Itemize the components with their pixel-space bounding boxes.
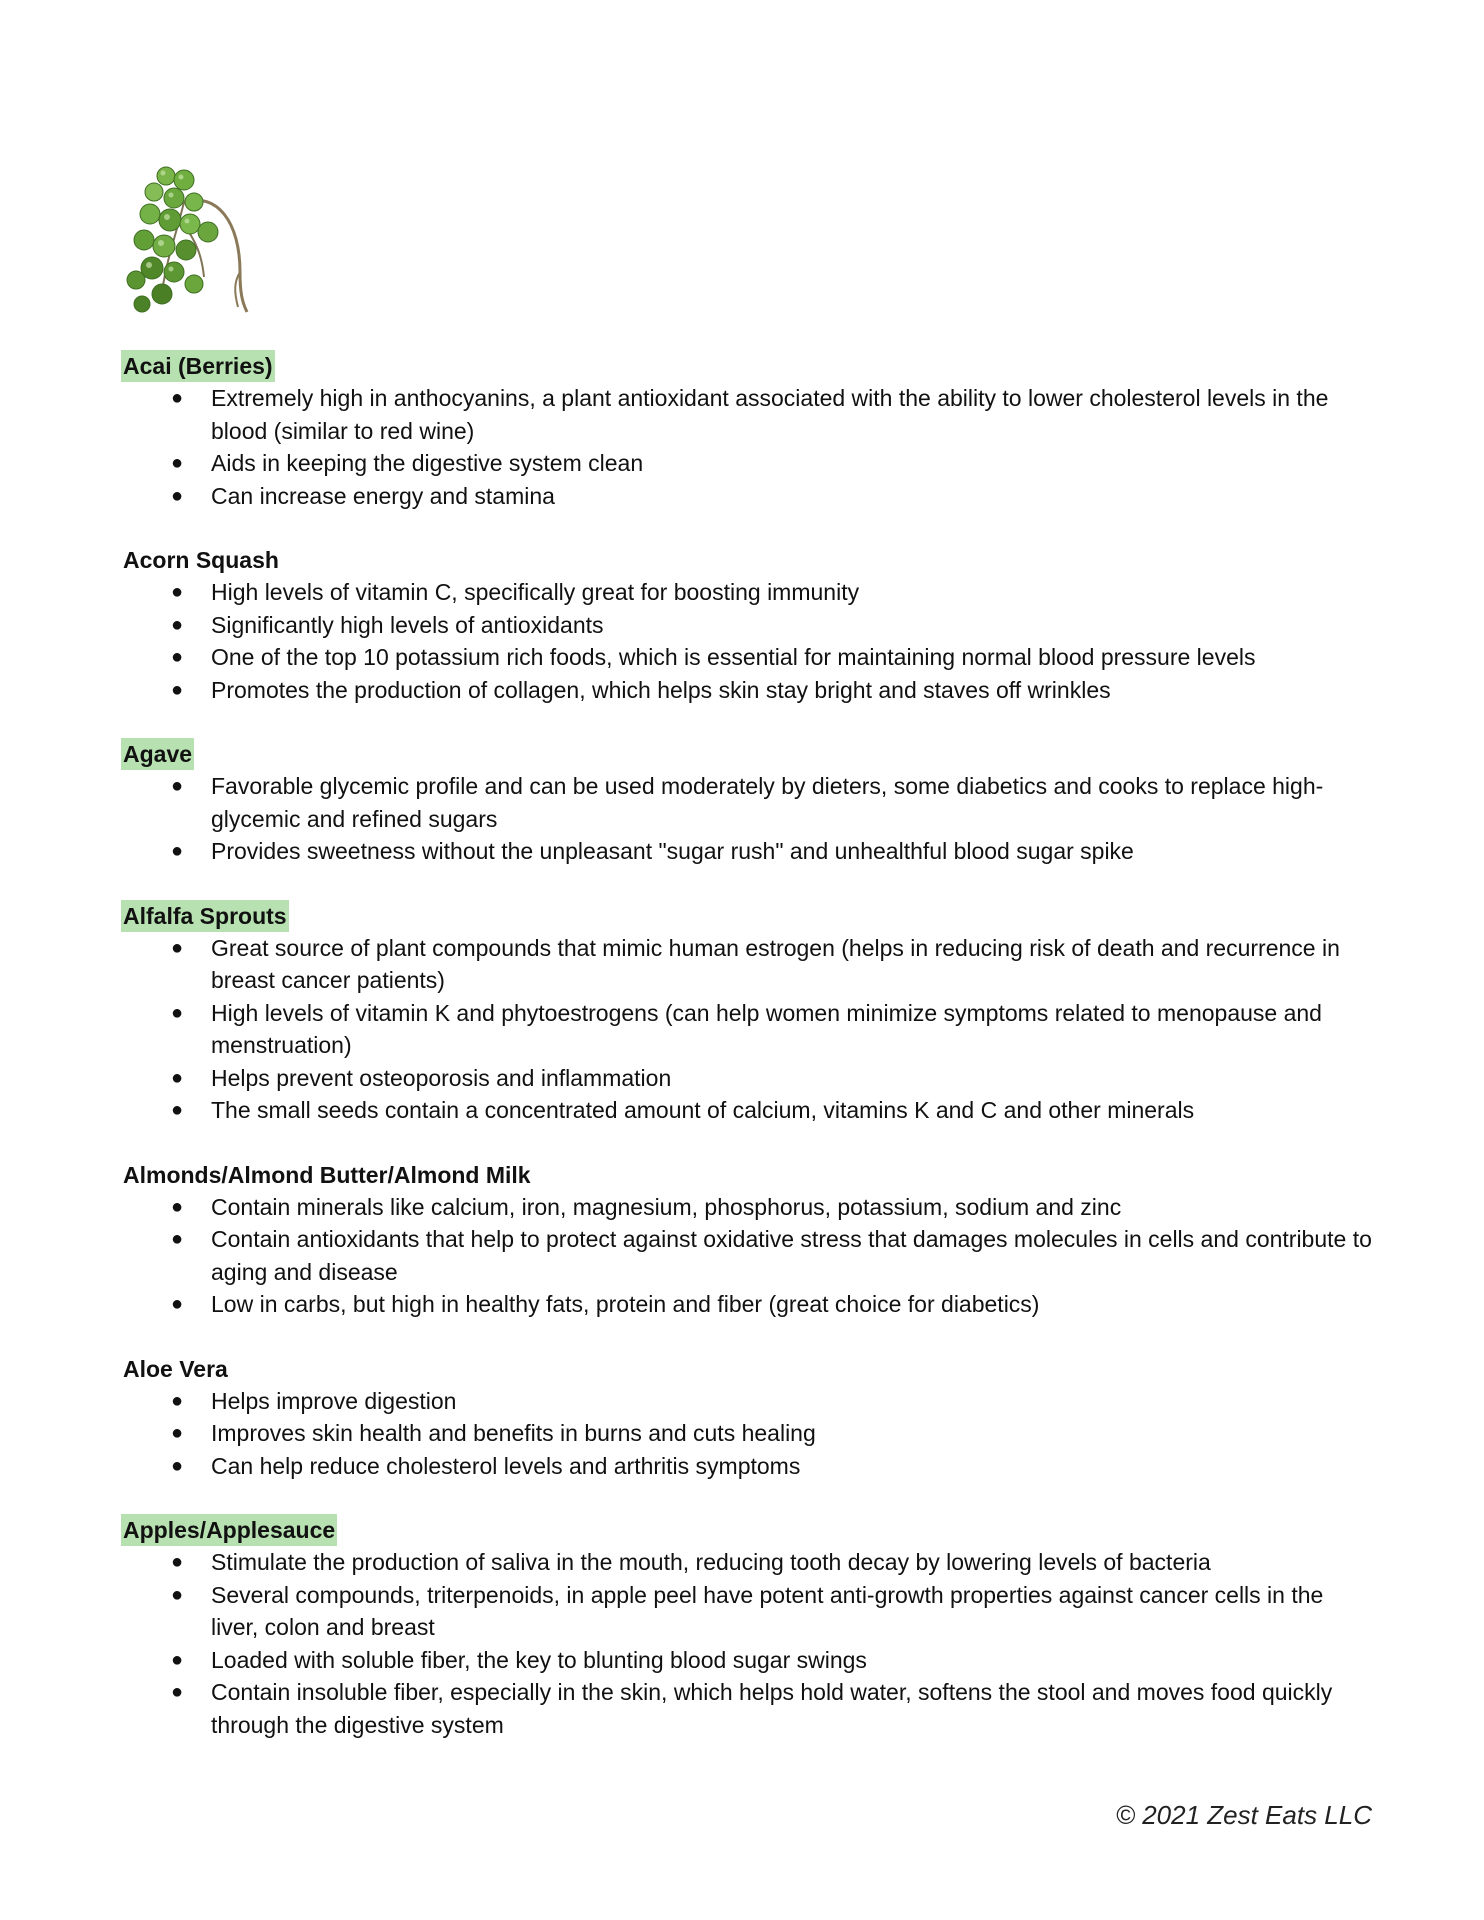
copyright-footer: © 2021 Zest Eats LLC [1115, 1800, 1372, 1830]
list-item [123, 382, 1373, 447]
food-benefits-list [123, 350, 1373, 1773]
section-heading: Alfalfa Sprouts [121, 900, 289, 932]
bullet-icon: ● [171, 1454, 184, 1477]
list-item-text: Favorable glycemic profile and can be used moderately by dieters, some diabetics and cooks to replace high-glycemic and refined sugars [211, 773, 1324, 832]
bullet-icon: ● [171, 1583, 184, 1606]
bullet-icon: ● [171, 1681, 184, 1703]
list-item-text: Contain minerals like calcium, iron, magnesium, phosphorus, potassium, sodium and zinc [211, 1193, 1122, 1220]
bullet-list [123, 770, 1373, 868]
list-item [123, 447, 1373, 480]
list-item-text: Stimulate the production of saliva in the mouth, reducing tooth decay by lowering levels of bacteria [211, 1549, 1211, 1575]
list-item-text: Extremely high in anthocyanins, a plant antioxidant associated with the ability to lower cholesterol levels in the blood (similar to red wine) [211, 385, 1329, 444]
section-alfalfa-sprouts [123, 900, 1373, 1127]
list-item [123, 1450, 1373, 1483]
list-item [123, 1223, 1373, 1288]
bullet-icon: ● [171, 613, 184, 636]
bullet-icon: ● [171, 581, 184, 603]
list-item [123, 770, 1373, 835]
section-aloe-vera [123, 1353, 1373, 1483]
list-item-text: Aids in keeping the digestive system clean [211, 450, 644, 476]
list-item [123, 609, 1373, 642]
list-item [123, 1094, 1373, 1127]
bullet-list [123, 576, 1373, 706]
bullet-list [123, 932, 1373, 1127]
list-item [123, 576, 1373, 609]
section-agave [123, 738, 1373, 868]
section-acorn-squash [123, 544, 1373, 706]
section-heading: Agave [121, 738, 194, 770]
list-item [123, 674, 1373, 707]
list-item-text: The small seeds contain a concentrated amount of calcium, vitamins K and C and other minerals [211, 1097, 1195, 1123]
list-item-text: Helps improve digestion [211, 1387, 457, 1414]
section-heading: Almonds/Almond Butter/Almond Milk [123, 1161, 531, 1188]
section-heading: Acai (Berries) [121, 350, 275, 382]
list-item [123, 1417, 1373, 1450]
list-item-text: Significantly high levels of antioxidants [211, 611, 604, 638]
list-item [123, 1676, 1373, 1741]
list-item-text: Improves skin health and benefits in burns and cuts healing [211, 1420, 816, 1446]
bullet-icon: ● [171, 840, 184, 862]
section-heading: Acorn Squash [123, 547, 279, 573]
section-apples [123, 1514, 1373, 1741]
list-item-text: Provides sweetness without the unpleasant "sugar rush" and unhealthful blood sugar spike [211, 838, 1134, 864]
bullet-list [123, 382, 1373, 512]
section-heading: Aloe Vera [123, 1355, 228, 1382]
section-almonds [123, 1159, 1373, 1321]
list-item [123, 1546, 1373, 1579]
list-item-text: Can help reduce cholesterol levels and arthritis symptoms [211, 1452, 801, 1479]
bullet-icon: ● [171, 1195, 184, 1218]
list-item-text: Contain insoluble fiber, especially in the skin, which helps hold water, softens the stool and moves food quickly through the digestive system [211, 1679, 1333, 1738]
list-item [123, 641, 1373, 674]
list-item [123, 1288, 1373, 1321]
bullet-icon: ● [171, 1099, 184, 1121]
list-item-text: Promotes the production of collagen, which helps skin stay bright and staves off wrinkles [211, 676, 1111, 703]
list-item-text: Several compounds, triterpenoids, in apple peel have potent anti-growth properties against cancer cells in the liver, colon and breast [211, 1581, 1324, 1640]
list-item-text: One of the top 10 potassium rich foods, which is essential for maintaining normal blood pressure levels [211, 644, 1256, 670]
list-item [123, 480, 1373, 513]
list-item [123, 1579, 1373, 1644]
bullet-icon: ● [171, 1389, 184, 1412]
list-item-text: Loaded with soluble fiber, the key to blunting blood sugar swings [211, 1646, 867, 1673]
list-item-text: Can increase energy and stamina [211, 482, 555, 509]
bullet-icon: ● [171, 484, 184, 507]
bullet-icon: ● [171, 1422, 184, 1444]
bullet-icon: ● [171, 387, 184, 409]
bullet-list [123, 1191, 1373, 1321]
bullet-icon: ● [171, 1648, 184, 1671]
list-item [123, 1062, 1373, 1095]
list-item-text: High levels of vitamin K and phytoestrogens (can help women minimize symptoms related to menopause and menstruation) [211, 999, 1322, 1058]
bullet-icon: ● [171, 775, 184, 797]
bullet-icon: ● [171, 452, 184, 474]
bullet-icon: ● [171, 678, 184, 701]
green-berry-cluster-icon [122, 162, 262, 322]
list-item [123, 932, 1373, 997]
list-item-text: Contain antioxidants that help to protect against oxidative stress that damages molecules in cells and contribute to aging and disease [211, 1226, 1372, 1285]
bullet-icon: ● [171, 1001, 184, 1024]
bullet-list [123, 1546, 1373, 1741]
list-item-text: High levels of vitamin C, specifically great for boosting immunity [211, 579, 860, 605]
section-acai [123, 350, 1373, 512]
list-item [123, 1191, 1373, 1224]
list-item-text: Low in carbs, but high in healthy fats, protein and fiber (great choice for diabetics) [211, 1291, 1040, 1317]
bullet-icon: ● [171, 1551, 184, 1573]
list-item [123, 1644, 1373, 1677]
bullet-list [123, 1385, 1373, 1483]
bullet-icon: ● [171, 1293, 184, 1315]
bullet-icon: ● [171, 646, 184, 668]
bullet-icon: ● [171, 1228, 184, 1250]
bullet-icon: ● [171, 1066, 184, 1089]
bullet-icon: ● [171, 936, 184, 959]
list-item-text: Great source of plant compounds that mimic human estrogen (helps in reducing risk of death and recurrence in breast cancer patients) [211, 934, 1340, 993]
list-item-text: Helps prevent osteoporosis and inflammation [211, 1064, 672, 1091]
list-item [123, 835, 1373, 868]
section-heading: Apples/Applesauce [121, 1514, 337, 1546]
list-item [123, 997, 1373, 1062]
list-item [123, 1385, 1373, 1418]
